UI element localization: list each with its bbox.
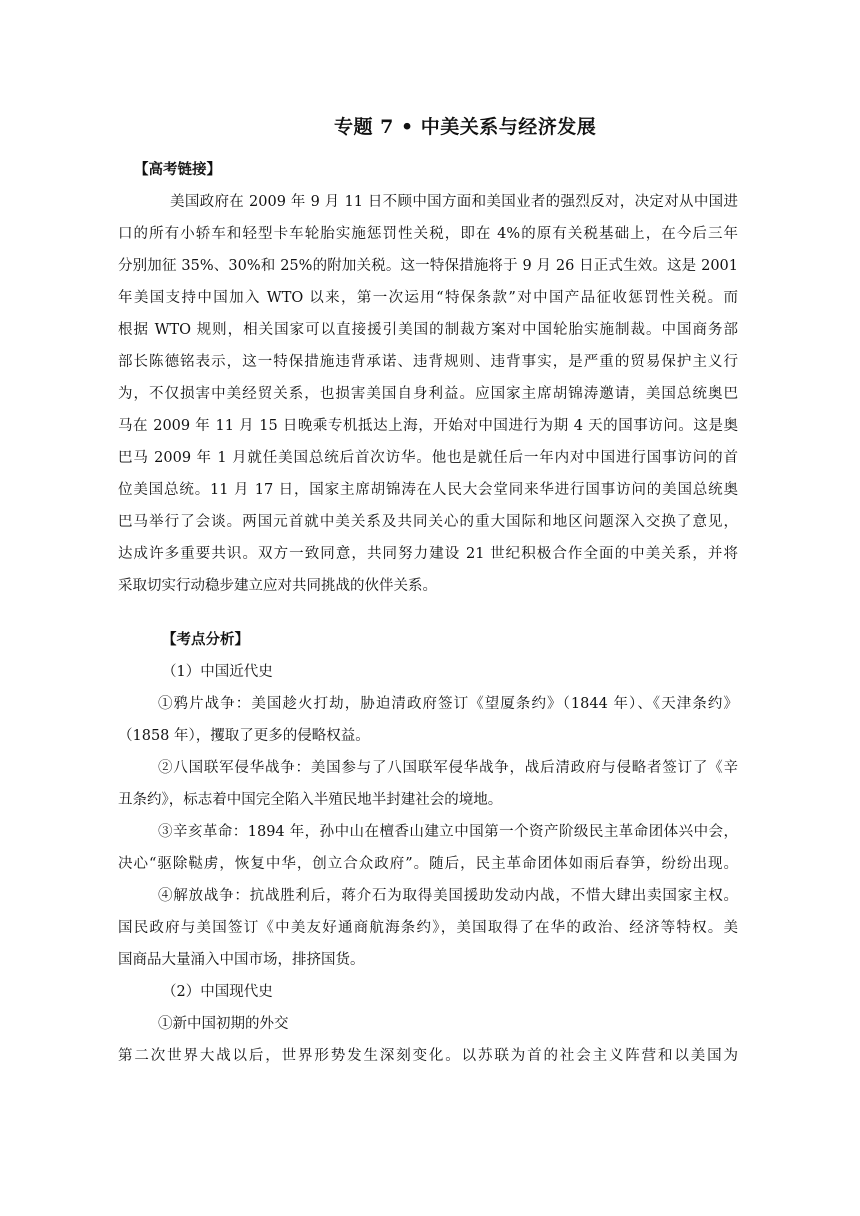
document-title: 专题 7 • 中美关系与经济发展 bbox=[334, 116, 597, 138]
paragraph-line: 部长陈德铭表示，这一特保措施违背承诺、违背规则、违背事实，是严重的贸易保护主义行 bbox=[118, 354, 738, 370]
paragraph-line: ④解放战争：抗战胜利后，蒋介石为取得美国援助发动内战，不惜大肆出卖国家主权。 bbox=[158, 888, 738, 904]
paragraph-line: 分别加征 35%、30%和 25%的附加关税。这一特保措施将于 9 月 26 日正式生效。这是 2001 bbox=[118, 258, 738, 274]
paragraph-line: ①鸦片战争：美国趁火打劫，胁迫清政府签订《望厦条约》（1844 年）、《天津条约》 bbox=[158, 696, 738, 712]
subsection-heading-modern: （1）中国近代史 bbox=[162, 664, 273, 680]
item-heading-early-diplomacy: ①新中国初期的外交 bbox=[158, 1016, 289, 1032]
paragraph-line: 根据 WTO 规则，相关国家可以直接援引美国的制裁方案对中国轮胎实施制裁。中国商务部 bbox=[118, 322, 738, 338]
paragraph-line: 年美国支持中国加入 WTO 以来，第一次运用“特保条款”对中国产品征收惩罚性关税。而 bbox=[118, 290, 738, 306]
paragraph-line: 位美国总统。11 月 17 日，国家主席胡锦涛在人民大会堂同来华进行国事访问的美国总统奥 bbox=[118, 482, 738, 498]
paragraph-line: 第二次世界大战以后，世界形势发生深刻变化。以苏联为首的社会主义阵营和以美国为 bbox=[118, 1048, 738, 1064]
paragraph-line: 美国政府在 2009 年 9 月 11 日不顾中国方面和美国业者的强烈反对，决定对从中国进 bbox=[170, 194, 738, 210]
paragraph-line: 巴马举行了会谈。两国元首就中美关系及共同关心的重大国际和地区问题深入交换了意见， bbox=[118, 514, 738, 530]
section-analysis bbox=[118, 624, 738, 1072]
paragraph-line: （1858 年），攫取了更多的侵略权益。 bbox=[118, 728, 370, 744]
section-gaokao bbox=[118, 154, 738, 602]
paragraph-line: 采取切实行动稳步建立应对共同挑战的伙伴关系。 bbox=[118, 578, 437, 594]
section-heading-analysis: 【考点分析】 bbox=[162, 631, 249, 648]
paragraph-line: 国民政府与美国签订《中美友好通商航海条约》，美国取得了在华的政治、经济等特权。美 bbox=[118, 920, 738, 936]
paragraph-line: ②八国联军侵华战争：美国参与了八国联军侵华战争，战后清政府与侵略者签订了《辛 bbox=[158, 760, 738, 776]
section-heading-gaokao: 【高考链接】 bbox=[134, 161, 221, 178]
paragraph-line: 达成许多重要共识。双方一致同意，共同努力建设 21 世纪积极合作全面的中美关系，并将 bbox=[118, 546, 738, 562]
paragraph-line: ③辛亥革命：1894 年，孙中山在檀香山建立中国第一个资产阶级民主革命团体兴中会， bbox=[158, 824, 738, 840]
paragraph-line: 国商品大量涌入中国市场，排挤国货。 bbox=[118, 952, 365, 968]
subsection-heading-contemporary: （2）中国现代史 bbox=[162, 984, 273, 1000]
paragraph-line: 巴马 2009 年 1 月就任美国总统后首次访华。他也是就任后一年内对中国进行国事访问的首 bbox=[118, 450, 738, 466]
paragraph-line: 为，不仅损害中美经贸关系，也损害美国自身利益。应国家主席胡锦涛邀请，美国总统奥巴 bbox=[118, 386, 738, 402]
paragraph-line: 决心“驱除鞑虏，恢复中华，创立合众政府”。随后，民主革命团体如雨后春笋，纷纷出现。 bbox=[118, 856, 738, 872]
paragraph-line: 马在 2009 年 11 月 15 日晚乘专机抵达上海，开始对中国进行为期 4 天的国事访问。这是奥 bbox=[118, 418, 738, 434]
paragraph-line: 丑条约》，标志着中国完全陷入半殖民地半封建社会的境地。 bbox=[118, 792, 503, 808]
paragraph-line: 口的所有小轿车和轻型卡车轮胎实施惩罚性关税，即在 4%的原有关税基础上，在今后三年 bbox=[118, 226, 738, 242]
